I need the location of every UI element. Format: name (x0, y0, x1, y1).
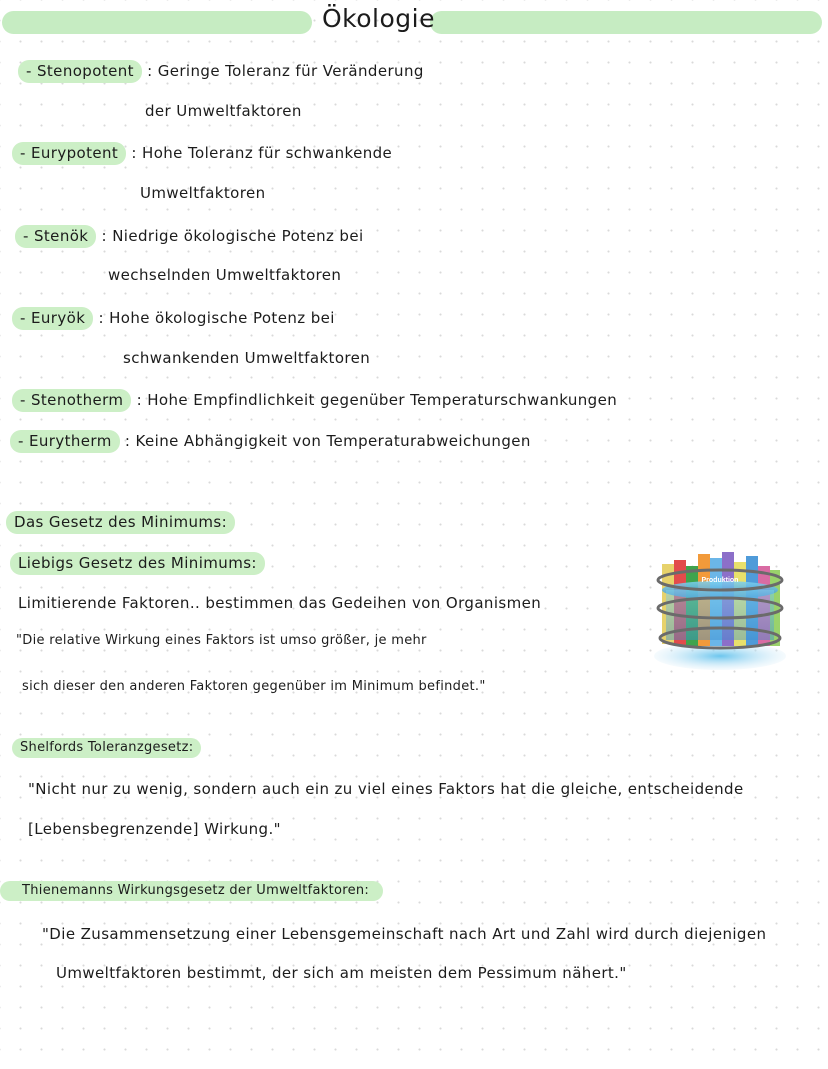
definition-euryoek: - Euryök : Hohe ökologische Potenz bei (12, 308, 335, 327)
term-eurypotent: Eurypotent (30, 144, 119, 162)
definition-stenoek: - Stenök : Niedrige ökologische Potenz bei (15, 226, 364, 245)
term-euryoek: Euryök (30, 309, 86, 327)
definition-euryoek-line1: Hohe ökologische Potenz bei (109, 309, 335, 327)
definition-stenotherm: - Stenotherm : Hohe Empfindlichkeit gegenüber Temperaturschwankungen (12, 390, 617, 409)
liebig-quote-line1: "Die relative Wirkung eines Faktors ist umso größer, je mehr (16, 633, 427, 648)
definition-stenopotent: - Stenopotent : Geringe Toleranz für Veränderung (18, 61, 424, 80)
term-stenotherm: Stenotherm (30, 391, 124, 409)
barrel-icon (652, 546, 790, 671)
definition-stenoek-line1: Niedrige ökologische Potenz bei (112, 227, 364, 245)
title-bar-left (2, 11, 312, 34)
term-stenoek: Stenök (33, 227, 89, 245)
thienemann-heading: Thienemanns Wirkungsgesetz der Umweltfaktoren: (0, 881, 383, 901)
thienemann-quote-line1: "Die Zusammensetzung einer Lebensgemeinschaft nach Art und Zahl wird durch diejenigen (42, 925, 767, 943)
term-eurytherm: Eurytherm (28, 432, 112, 450)
definition-eurytherm-line1: Keine Abhängigkeit von Temperaturabweichungen (135, 432, 531, 450)
shelford-heading: Shelfords Toleranzgesetz: (12, 738, 201, 758)
definition-stenopotent-line2: der Umweltfaktoren (145, 102, 302, 120)
barrel-label: Produktion (701, 577, 739, 584)
definition-stenotherm-line1: Hohe Empfindlichkeit gegenüber Temperaturschwankungen (147, 391, 618, 409)
definition-stenopotent-line1: Geringe Toleranz für Veränderung (157, 62, 424, 80)
definition-eurypotent: - Eurypotent : Hohe Toleranz für schwankende (12, 143, 392, 162)
minimum-barrel-illustration (652, 546, 790, 671)
definition-eurypotent-line2: Umweltfaktoren (140, 184, 266, 202)
liebig-line: Limitierende Faktoren.. bestimmen das Gedeihen von Organismen (18, 594, 542, 612)
definition-eurypotent-line1: Hohe Toleranz für schwankende (142, 144, 393, 162)
liebig-heading: Liebigs Gesetz des Minimums: (10, 552, 265, 575)
definition-eurytherm: - Eurytherm : Keine Abhängigkeit von Temperaturabweichungen (10, 431, 531, 450)
liebig-quote-line2: sich dieser den anderen Faktoren gegenüber im Minimum befindet." (22, 679, 486, 694)
thienemann-quote-line2: Umweltfaktoren bestimmt, der sich am meisten dem Pessimum nähert." (56, 964, 627, 982)
page-title: Ökologie (322, 4, 435, 33)
shelford-quote-line1: "Nicht nur zu wenig, sondern auch ein zu viel eines Faktors hat die gleiche, entscheidende (28, 780, 744, 798)
definition-euryoek-line2: schwankenden Umweltfaktoren (123, 349, 371, 367)
title-bar-right (430, 11, 822, 34)
definition-stenoek-line2: wechselnden Umweltfaktoren (108, 266, 342, 284)
shelford-quote-line2: [Lebensbegrenzende] Wirkung." (28, 820, 281, 838)
term-stenopotent: Stenopotent (36, 62, 134, 80)
minimum-heading: Das Gesetz des Minimums: (6, 511, 235, 534)
